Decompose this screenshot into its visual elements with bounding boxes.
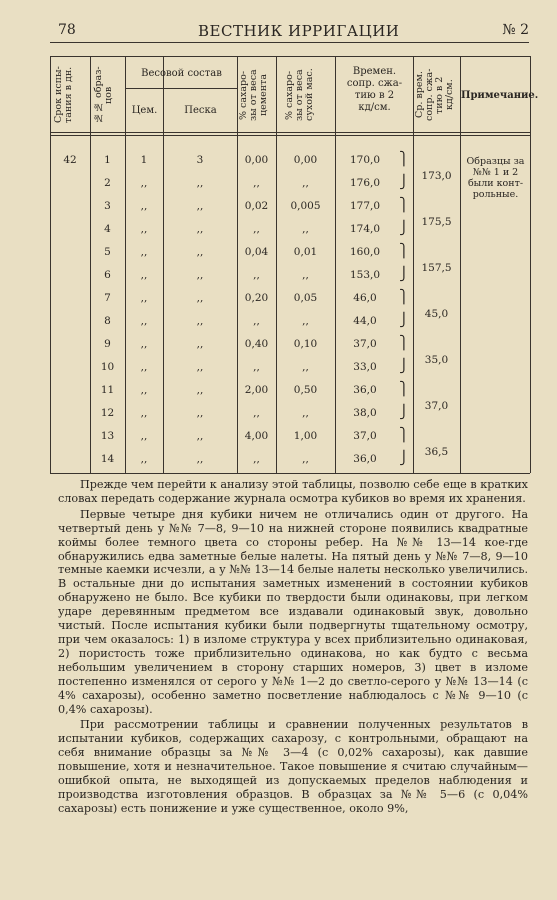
cement-part: ,, [140, 338, 148, 350]
strength-value: 33,0 [353, 361, 377, 373]
header-weight-composition: Весовой состав [141, 68, 222, 79]
header-strength: Времен. сопр. сжа- тию в 2 кд/см. [346, 66, 403, 113]
cement-part: ,, [140, 407, 148, 419]
strength-value: 174,0 [349, 223, 381, 235]
note-control-samples: Образцы за №№ 1 и 2 были конт- рольные. [466, 156, 525, 200]
sucrose-dry-value: 0,00 [293, 154, 318, 166]
pair-brace: ⎭ [399, 313, 409, 328]
average-strength-value: 173,0 [421, 169, 452, 182]
header-sample-number: №№ образ- цов [93, 66, 114, 124]
cement-part: ,, [140, 292, 148, 304]
test-days-value: 42 [63, 154, 77, 166]
article-text [58, 478, 528, 816]
header-avg-strength: Ср. врем. сопр. сжа- тию в 2 кд/см. [414, 68, 455, 122]
header-cement: Цем. [131, 105, 158, 116]
sucrose-dry-value: ,, [302, 315, 309, 327]
cement-part: ,, [140, 361, 148, 373]
sucrose-cement-value: 2,00 [244, 384, 269, 396]
average-strength-value: 36,5 [424, 445, 449, 458]
cement-part: 1 [140, 154, 148, 166]
cement-part: ,, [140, 246, 148, 258]
paragraph: Прежде чем перейти к анализу этой таблицы, позволю себе еще в кратких словах передать содержание журнала осмотра кубиков во время их хранения. [58, 478, 528, 505]
strength-value: 37,0 [353, 430, 377, 442]
header-note: Примечание. [461, 90, 539, 101]
strength-value: 160,0 [349, 246, 381, 258]
cement-part: ,, [140, 223, 148, 235]
pair-brace: ⎭ [399, 175, 409, 190]
sample-number: 5 [104, 246, 111, 258]
cement-part: ,, [140, 200, 148, 212]
pair-brace: ⎫ [399, 336, 409, 351]
strength-value: 36,0 [353, 384, 377, 396]
page-header [50, 20, 529, 42]
sucrose-cement-value: ,, [253, 361, 260, 373]
issue-number: № 2 [502, 22, 529, 38]
sample-number: 8 [104, 315, 111, 327]
sample-number: 10 [100, 361, 115, 373]
pair-brace: ⎭ [399, 221, 409, 236]
sucrose-cement-value: 4,00 [244, 430, 269, 442]
sucrose-dry-value: 0,05 [293, 292, 318, 304]
pair-brace: ⎫ [399, 244, 409, 259]
strength-value: 170,0 [349, 154, 381, 166]
strength-value: 176,0 [349, 177, 381, 189]
sucrose-dry-value: 0,005 [290, 200, 321, 212]
header-sand: Песка [184, 105, 217, 116]
strength-value: 37,0 [353, 338, 377, 350]
page-number: 78 [58, 22, 76, 38]
average-strength-value: 175,5 [421, 215, 452, 228]
sucrose-cement-value: 0,40 [244, 338, 269, 350]
sucrose-cement-value: 0,04 [244, 246, 269, 258]
sample-number: 11 [100, 384, 115, 396]
sucrose-cement-value: ,, [253, 407, 260, 419]
pair-brace: ⎭ [399, 267, 409, 282]
sample-number: 7 [104, 292, 111, 304]
cement-part: ,, [140, 177, 148, 189]
pair-brace: ⎫ [399, 382, 409, 397]
header-sucrose-dry: % сахаро- зы от веса сухой мас. [284, 68, 315, 122]
sucrose-cement-value: 0,00 [244, 154, 269, 166]
sand-part: ,, [196, 269, 204, 281]
sample-number: 14 [100, 453, 115, 465]
strength-value: 36,0 [353, 453, 377, 465]
pair-brace: ⎫ [399, 290, 409, 305]
cement-part: ,, [140, 315, 148, 327]
average-strength-value: 35,0 [424, 353, 449, 366]
sample-number: 12 [100, 407, 115, 419]
results-table [50, 56, 539, 473]
average-strength-value: 157,5 [421, 261, 452, 274]
sample-number: 9 [104, 338, 111, 350]
average-strength-value: 45,0 [424, 307, 449, 320]
sucrose-cement-value: 0,20 [244, 292, 269, 304]
sucrose-cement-value: ,, [253, 453, 260, 465]
sucrose-dry-value: ,, [302, 223, 309, 235]
sample-number: 3 [104, 200, 111, 212]
sucrose-dry-value: 0,10 [293, 338, 318, 350]
cement-part: ,, [140, 384, 148, 396]
sucrose-cement-value: ,, [253, 315, 260, 327]
average-strength-value: 37,0 [424, 399, 449, 412]
sucrose-dry-value: 0,50 [293, 384, 318, 396]
sand-part: ,, [196, 430, 204, 442]
header-sucrose-cement: % сахаро- зы от веса цемента [238, 69, 269, 121]
header-test-days: Срок испы- тания в дн. [53, 66, 74, 124]
sand-part: ,, [196, 246, 204, 258]
sucrose-dry-value: 1,00 [293, 430, 318, 442]
sample-number: 6 [104, 269, 111, 281]
pair-brace: ⎫ [399, 428, 409, 443]
sand-part: ,, [196, 223, 204, 235]
pair-brace: ⎭ [399, 405, 409, 420]
sand-part: ,, [196, 177, 204, 189]
pair-brace: ⎫ [399, 198, 409, 213]
sand-part: 3 [196, 154, 204, 166]
cement-part: ,, [140, 430, 148, 442]
strength-value: 38,0 [353, 407, 377, 419]
pair-brace: ⎭ [399, 451, 409, 466]
sucrose-dry-value: 0,01 [293, 246, 318, 258]
cement-part: ,, [140, 453, 148, 465]
sucrose-cement-value: ,, [253, 177, 260, 189]
sucrose-cement-value: ,, [253, 223, 260, 235]
sucrose-dry-value: ,, [302, 361, 309, 373]
journal-title: ВЕСТНИК ИРРИГАЦИИ [198, 22, 400, 40]
strength-value: 153,0 [349, 269, 381, 281]
sand-part: ,, [196, 453, 204, 465]
sample-number: 2 [104, 177, 111, 189]
sucrose-cement-value: ,, [253, 269, 260, 281]
sucrose-dry-value: ,, [302, 453, 309, 465]
sand-part: ,, [196, 407, 204, 419]
sucrose-dry-value: ,, [302, 177, 309, 189]
strength-value: 177,0 [349, 200, 381, 212]
cement-part: ,, [140, 269, 148, 281]
pair-brace: ⎫ [399, 152, 409, 167]
sample-number: 1 [104, 154, 111, 166]
sucrose-cement-value: 0,02 [244, 200, 269, 212]
pair-brace: ⎭ [399, 359, 409, 374]
sand-part: ,, [196, 292, 204, 304]
sample-number: 4 [104, 223, 111, 235]
strength-value: 44,0 [353, 315, 377, 327]
sand-part: ,, [196, 338, 204, 350]
paragraph: Первые четыре дня кубики ничем не отличались один от другого. На четвертый день у №№ 7—8, 9—10 на нижней стороне появились квадратные коймы более темного цвета со стороны ребер. На №№ 13—14 кое-где обнаружились едва заметные белые налеты. На пятый день у №№ 7—8, 9—10 темные каемки исчезли, а у №№ 13—14 белые налеты несколько увеличились. В остальные дни до испытания заметных изменений в состоянии кубиков обнаружено не было. Все кубики по твердости были одинаковы, при легком ударе деревянным предметом все издавали одинаковый звук, довольно чистый. После испытания кубики были подвергнуты тщательному осмотру, при чем оказалось: 1) в изломе структура у всех приблизительно одинаковая, 2) пористость тоже приблизительно одинакова, но как будто с весьма небольшим увеличением в сторону старших номеров, 3) цвет в изломе постепенно изменялся от серого у №№ 1—2 до светло-серого у №№ 13—14 (с 4% сахарозы), особенно заметно посветление наблюдалось с №№ 9—10 (с 0,4% сахарозы). [58, 507, 528, 716]
sand-part: ,, [196, 384, 204, 396]
sample-number: 13 [100, 430, 115, 442]
sucrose-dry-value: ,, [302, 407, 309, 419]
header-rule [50, 42, 529, 43]
sand-part: ,, [196, 361, 204, 373]
strength-value: 46,0 [353, 292, 377, 304]
paragraph: При рассмотрении таблицы и сравнении полученных результатов в испытании кубиков, содержащих сахарозу, с контрольными, обращают на себя внимание образцы за №№ 3—4 (с 0,02% сахарозы), как давшие повышение, хотя и незначительное. Такое повышение я считаю случайным—ошибкой опыта, не выходящей из допускаемых пределов наблюдения и производства изготовления образцов. В образцах за №№ 5—6 (с 0,04% сахарозы) есть понижение и уже существенное, около 9%, [58, 718, 528, 815]
sand-part: ,, [196, 315, 204, 327]
sucrose-dry-value: ,, [302, 269, 309, 281]
sand-part: ,, [196, 200, 204, 212]
